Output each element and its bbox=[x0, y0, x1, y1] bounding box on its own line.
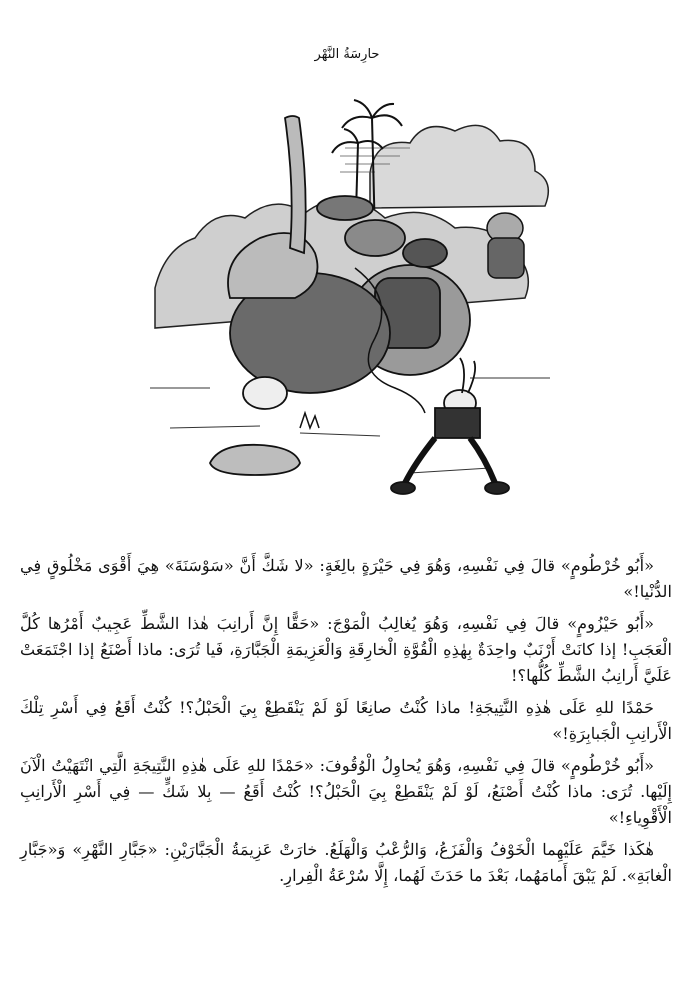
clouds bbox=[370, 125, 548, 208]
paragraph: حَمْدًا للهِ عَلَى هٰذِهِ النَّتِيجَةِ! ماذا كُنْتُ صانِعًا لَوْ لَمْ يَنْقَطِعْ بِيَ الْحَبْلُ؟! كُنْتُ أَقَعُ فِي أَسْرِ تِلْكَ الْأَرانِبِ الْجَبابِرَةِ!» bbox=[20, 698, 672, 743]
paragraph: «أَبُو خُرْطُومٍ» قالَ فِي نَفْسِهِ، وَهُوَ يُحاوِلُ الْوُقُوفَ: «حَمْدًا للهِ عَلَى هٰذِهِ النَّتِيجَةِ الَّتِي انْتَهَيْتُ الْآنَ إِلَيْها. تُرَى: ماذا كُنْتُ أَصْنَعُ، لَوْ لَمْ يَنْقَطِعْ بِيَ الْحَبْلُ؟! كُنْتُ أَقَعُ — بِلا شَكٍّ — فِي أَسْرِ الْأَرانِبِ الْأَقْوِياءِ!» bbox=[20, 756, 672, 827]
rock bbox=[210, 445, 300, 475]
ground-lines bbox=[150, 378, 550, 473]
story-text bbox=[20, 553, 672, 895]
grass-tuft bbox=[300, 413, 319, 428]
story-illustration bbox=[150, 88, 550, 513]
paragraph: «أَبُو حَيْزُومٍ» قالَ فِي نَفْسِهِ، وَهُوَ يُغالِبُ الْمَوْجَ: «حَقًّا إِنَّ أَرانِبَ هٰذا الشَّطِّ عَجِيبٌ أَمْرُها كُلَّ الْعَجَبِ! إذا كانَتْ أَرْنَبٌ واحِدَةٌ بِهٰذِهِ الْقُوَّةِ الْخارِقَةِ وَالْعَزِيمَةِ الْجَبَّارَةِ، فَيا تُرَى: ماذا أَصْنَعُ إذا اجْتَمَعَتْ عَلَيَّ أَرانِبُ الشَّطِّ كُلُّها؟! bbox=[20, 614, 672, 685]
small-animal bbox=[487, 213, 524, 278]
paragraph: هٰكَذا خَيَّمَ عَلَيْهِما الْخَوْفُ وَالْفَزَعُ، وَالرُّعْبُ وَالْهَلَعُ. خارَتْ عَزِيمَةُ الْجَبَّارَيْنِ: «جَبَّارِ النَّهْرِ» وَ«جَبَّارِ الْغابَةِ». لَمْ يَبْقَ أَمامَهُما، بَعْدَ ما حَدَثَ لَهُما، إِلَّا سُرْعَةُ الْفِرارِ. bbox=[20, 840, 672, 885]
paragraph: «أَبُو خُرْطُومٍ» قالَ فِي نَفْسِهِ، وَهُوَ فِي حَيْرَةٍ بالِغَةٍ: «لا شَكَّ أَنَّ «سَوْسَنَةَ» هِيَ أَقْوَى مَخْلُوقٍ فِي الدُّنْيا!» bbox=[20, 556, 672, 601]
page-title: حارِسَةُ النَّهْر bbox=[314, 47, 380, 62]
